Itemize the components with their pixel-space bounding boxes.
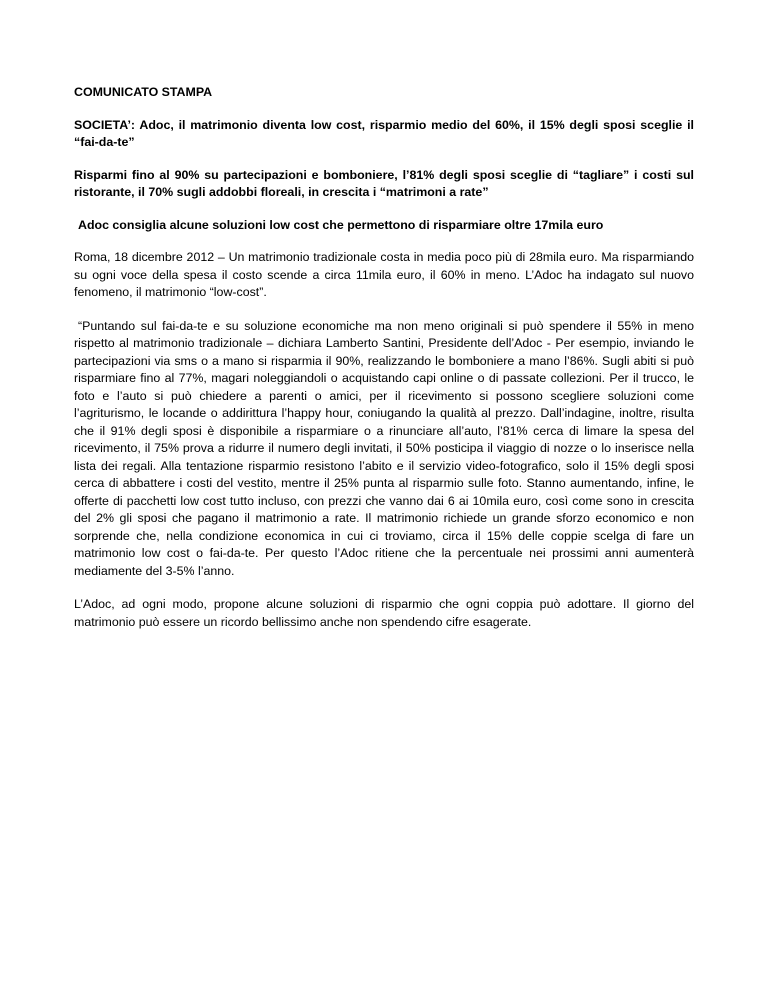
paragraph-closing: L’Adoc, ad ogni modo, propone alcune soluzioni di risparmio che ogni coppia può adottare. Il giorno del matrimonio può essere un ricordo bellissimo anche non spendendo cifre esagerate.	[74, 597, 694, 629]
press-release-label: COMUNICATO STAMPA	[74, 85, 213, 99]
subheadline: Risparmi fino al 90% su partecipazioni e bomboniere, l’81% degli sposi sceglie di “tagliare” i costi sul ristorante, il 70% sugli addobbi floreali, in crescita i “matrimoni a rate”	[74, 167, 694, 199]
paragraph-quote: “Puntando sul fai-da-te e su soluzione economiche ma non meno originali si può spendere il 55% in meno rispetto al matrimonio tradizionale – dichiara Lamberto Santini, Presidente dell’Adoc - Per esempio, inviando le partecipazioni via sms o a mano si risparmia il 90%, realizzando le bomboniere a mano l’86%. Sugli abiti si può risparmiare fino al 77%, magari noleggiandoli o acquistando capi online o di passate collezioni. Per il trucco, le foto e l’auto si può chiedere a parenti o amici, per il ricevimento si possono scegliere soluzioni come l’agriturismo, le locande o addirittura l’happy hour, coniugando la qualità al prezzo. Dall’indagine, inoltre, risulta che il 91% degli sposi è disponibile a risparmiare o a rinunciare all’auto, l’81% cerca di limare la spesa del ricevimento, il 75% prova a ridurre il numero degli invitati, il 50% posticipa il viaggio di nozze o lo inserisce nella lista dei regali. Alla tentazione risparmio resistono l’abito e il servizio video-fotografico, solo il 15% degli sposi cerca di abbattere i costi del vestito, mentre il 25% punta al risparmio sulle foto. Stanno aumentando, infine, le offerte di pacchetti low cost tutto incluso, con prezzi che vanno dai 6 ai 10mila euro, così come sono in crescita del 2% gli sposi che pagano il matrimonio a rate. Il matrimonio richiede un grande sforzo economico e non sorprende che, nella condizione economica in cui ci troviamo, circa il 15% delle coppie scelga di fare un matrimonio low cost o fai-da-te. Per questo l’Adoc ritiene che la percentuale nei prossimi anni aumenterà mediamente del 3-5% l’anno.	[74, 318, 694, 578]
paragraph-intro: Roma, 18 dicembre 2012 – Un matrimonio tradizionale costa in media poco più di 28mila euro. Ma risparmiando su ogni voce della spesa il costo scende a circa 11mila euro, il 60% in meno. L’Adoc ha indagato sul nuovo fenomeno, il matrimonio “low-cost”.	[74, 250, 694, 299]
tagline: Adoc consiglia alcune soluzioni low cost che permettono di risparmiare oltre 17mila euro	[78, 217, 604, 232]
headline: SOCIETA’: Adoc, il matrimonio diventa low cost, risparmio medio del 60%, il 15% degli sposi sceglie il “fai-da-te”	[74, 117, 694, 149]
